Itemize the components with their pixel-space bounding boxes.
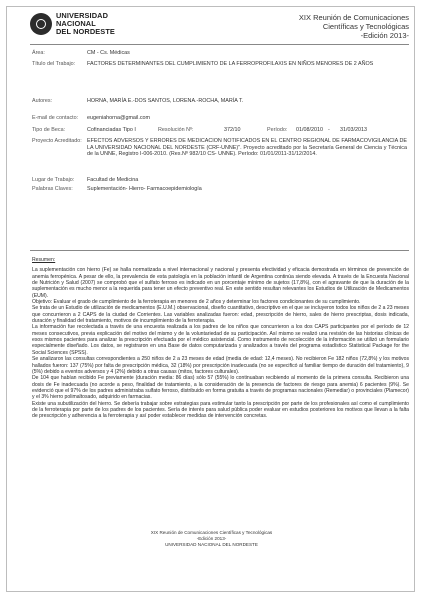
period-separator: - <box>328 127 330 133</box>
university-logo <box>30 12 115 36</box>
beca-row <box>32 127 409 134</box>
header-divider <box>30 44 409 45</box>
area-row <box>32 50 409 57</box>
authors-label: Autores: <box>32 98 53 104</box>
project-value: EFECTOS ADVERSOS Y ERRORES DE MEDICACION NOTIFICADOS EN EL CENTRO REGIONAL DE FARMACOVIGILANCIA DE LA UNIVERSIDAD NACIONAL DEL NORDESTE (CRF-UNNE)". Proyecto acreditado por la Secretaría General de Ciencia y Técnica de la UNNE, Registro I-006-2010. (Res.Nº 982/10 CS- UNNE). Período: 01/01/2011-31/12/2014. <box>87 138 407 158</box>
university-seal-icon <box>30 13 52 35</box>
beca-label: Tipo de Beca: <box>32 127 66 133</box>
work-title: FACTORES DETERMINANTES DEL CUMPLIMIENTO DE LA FERROPROFILAXIS EN NIÑOS MENORES DE 2 AÑOS <box>87 61 374 67</box>
area-label: Área: <box>32 50 45 56</box>
resolution-label: Resolución Nº: <box>158 127 194 133</box>
conference-title-1: XIX Reunión de Comunicaciones <box>298 13 409 22</box>
footer-university: UNIVERSIDAD NACIONAL DEL NORDESTE <box>165 542 258 547</box>
conference-header <box>299 13 409 40</box>
summary-paragraph: La suplementación con hierro (Fe) se halla normatizada a nivel internacional y nacional y presenta efectividad y eficacia demostrada en términos de prevención de anemia ferropénica. A pesar de ello, la prevalencia de esta patología en la población infantil de Argentina continúa siendo elevada. A través de la Encuesta Nacional de Nutrición y Salud (2007) se comprobó que el sulfato ferroso es indicado en un porcentaje mínimo de sujetos (17,8%), con el agravante de que la duración de la suplementación es mucho menor a la requerida para tener un efecto preventivo real. En este sentido resultan relevantes los Estudios de Utilización de Medicamentos (EUM). <box>32 267 409 299</box>
resolution-value: 372/10 <box>224 127 241 133</box>
summary-paragraph: Se analizaron las consultas correspondientes a 250 niños de 2 a 23 meses de edad (media de edad: 12,4 meses). No recibieron Fe 182 niños (72,8%) y los motivos hallados fueron: 137 (75%) por falta de prescripción médica, 32 (18%) por prescripción inadecuada (no se especificó al familiar tiempo de duración del tratamiento), 9 (5%) debido a eventos adversos y 4 (2%) debido a otras causas (mitos, factores culturales). <box>32 356 409 375</box>
beca-value: Cofinanciadas Tipo I <box>87 127 136 133</box>
email-row <box>32 115 409 122</box>
footer-conference: XIX Reunión de Comunicaciones Científicas y Tecnológicas <box>150 530 273 535</box>
project-row <box>32 138 409 174</box>
area-value: CM - Cs. Médicas <box>87 50 130 56</box>
email-label: E-mail de contacto: <box>32 115 79 121</box>
project-label: Proyecto Acreditado: <box>32 138 82 144</box>
page-footer <box>0 530 423 548</box>
summary-section <box>32 257 409 420</box>
keywords-label: Palabras Claves: <box>32 186 73 192</box>
email-value: eugeniahorna@gmail.com <box>87 115 151 121</box>
summary-paragraph: Se trata de un Estudio de utilización de medicamentos (E.U.M.) observacional, diseño cuantitativo, descriptivo en el que se incluyeron todos los niños de 2 a 23 meses que concurrieron a 2 CAPS de la ciudad de Corrientes. Las variables analizadas fueron: edad, prescripción de hierro, sales de hierro prescriptas, dosis indicada, duración y finalidad del tratamiento, motivos de incumplimiento de la ferroterapia. <box>32 305 409 325</box>
conference-title-2: Científicas y Tecnológicas <box>322 22 409 31</box>
summary-paragraph: La información fue recolectada a través de una encuesta realizada a los padres de los niños que concurrieron a los dos CAPS participantes por el período de 12 meses consecutivos, previa explicación del motivo del mismo y de la voluntariedad de su participación. Así mismo se realizó una revisión de las historias clínicas de esos mismos pacientes para analizar la prescripción efectuada por el médico asistencial. Como instrumento de recolección de la información se utilizó un formulario especialmente diseñado. Los datos, se registraron en una Base de datos computarizada y analizados a través del programa estadístico Statistical Package for the Social Sciences (SPSS). <box>32 324 409 356</box>
workplace-row <box>32 177 409 184</box>
summary-paragraph: Objetivo: Evaluar el grado de cumplimiento de la ferroterapia en menores de 2 años y determinar los factores condicionantes de su cumplimiento. <box>32 299 361 306</box>
keywords-row <box>32 186 409 193</box>
logo-line-3: DEL NORDESTE <box>56 27 115 36</box>
summary-paragraph: Existe una subutilización del hierro. Se debería trabajar sobre estrategias para estimular tanto la prescripción por parte de los profesionales así como el cumplimiento de la ferroterapia por parte de los padres de los pacientes. Sería de interés para salud pública poder evaluar en estudios posteriores los motivos que llevan a la falta de prescripción y adherencia a la ferroterapia y así poder establecer medidas de intervención concretas. <box>32 400 409 420</box>
period-end: 31/03/2013 <box>340 127 367 133</box>
title-label: Título del Trabajo: <box>32 61 76 67</box>
period-start: 01/08/2010 <box>296 127 323 133</box>
authors-row <box>32 98 409 105</box>
logo-line-1: UNIVERSIDAD <box>56 11 109 20</box>
workplace-label: Lugar de Trabajo: <box>32 177 75 183</box>
period-label: Período: <box>267 127 288 133</box>
footer-edition: -Edición 2013- <box>196 536 227 541</box>
title-row <box>32 61 409 75</box>
authors-value: HORNA, MARÍA E.-DOS SANTOS, LORENA.-ROCHA, MARÍA T. <box>87 98 244 104</box>
conference-edition: -Edición 2013- <box>360 31 409 40</box>
summary-paragraph: De 104 que habían recibido Fe previamente (duración media: 86 días) sólo 57 (55%) lo continuaban recibiendo al momento de la primera consulta. Recibieron una dosis de Fe inadecuada (no acorde a peso, finalidad de tratamiento, a la consideración de la presencia de factores de riesgo para anemia) 6 pacientes (9%). Se evidenció que el 97% de los padres administraba sulfato ferroso, distribuido en forma gratuita a través de programas nacionales (Remediar) o provinciales (Plamecor) y el 3% hierro polimaltosado, adquirido en farmacias. <box>32 375 409 401</box>
summary-heading: Resumen: <box>32 257 56 263</box>
keywords-value: Suplementación- Hierro- Farmacoepidemiología <box>87 186 202 192</box>
workplace-value: Facultad de Medicina <box>87 177 139 183</box>
summary-divider <box>30 250 409 251</box>
logo-line-2: NACIONAL <box>56 19 96 28</box>
